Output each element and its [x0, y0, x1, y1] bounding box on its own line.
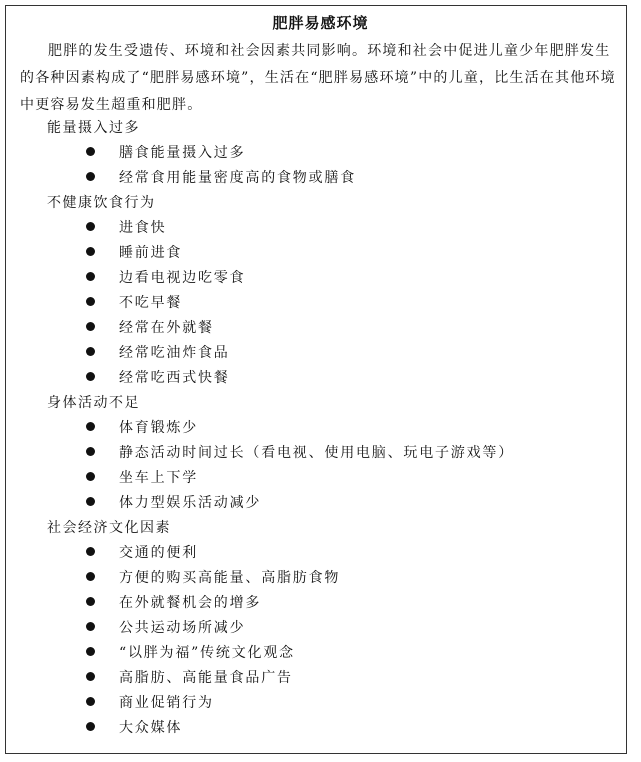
list-item: [0, 667, 641, 692]
list-item-text: 经常吃西式快餐: [119, 370, 230, 386]
list-item: [0, 317, 641, 342]
bullet-icon: [86, 447, 95, 456]
list-item: [0, 492, 641, 517]
list-item-text: 商业促销行为: [119, 695, 214, 711]
bullet-icon: [86, 172, 95, 181]
list-item: [0, 717, 641, 742]
intro-paragraph: 肥胖的发生受遗传、环境和社会因素共同影响。环境和社会中促进儿童少年肥胖发生的各种因素构成了“肥胖易感环境”，生活在“肥胖易感环境”中的儿童，比生活在其他环境中更容易发生超重和肥胖。: [20, 43, 616, 113]
list-item-text: 静态活动时间过长（看电视、使用电脑、玩电子游戏等）: [119, 445, 514, 461]
list-item-text: 经常吃油炸食品: [119, 345, 230, 361]
list-item: [0, 242, 641, 267]
bullet-icon: [86, 297, 95, 306]
list-item-text: 交通的便利: [119, 545, 198, 561]
list-item: [0, 467, 641, 492]
section-heading: 能量摄入过多: [47, 120, 140, 136]
list-item-text: 坐车上下学: [119, 470, 198, 486]
list-item-text: 大众媒体: [119, 720, 183, 736]
bullet-icon: [86, 497, 95, 506]
list-item: [0, 642, 641, 667]
bullet-icon: [86, 147, 95, 156]
bullet-icon: [86, 597, 95, 606]
list-item: [0, 267, 641, 292]
list-item: [0, 442, 641, 467]
bullet-icon: [86, 322, 95, 331]
bullet-icon: [86, 722, 95, 731]
list-item: [0, 292, 641, 317]
list-item: [0, 542, 641, 567]
list-item: [0, 692, 641, 717]
bullet-icon: [86, 672, 95, 681]
list-item-text: 在外就餐机会的增多: [119, 595, 262, 611]
list-item-text: 体育锻炼少: [119, 420, 198, 436]
list-item-text: 体力型娱乐活动减少: [119, 495, 262, 511]
list-item-text: “以胖为福”传统文化观念: [119, 645, 295, 661]
list-item-text: 进食快: [119, 220, 167, 236]
bullet-icon: [86, 572, 95, 581]
bullet-icon: [86, 547, 95, 556]
list-item: [0, 167, 641, 192]
list-item-text: 方便的购买高能量、高脂肪食物: [119, 570, 341, 586]
bullet-icon: [86, 472, 95, 481]
bullet-icon: [86, 222, 95, 231]
bullet-icon: [86, 347, 95, 356]
list-item: [0, 367, 641, 392]
list-item: [0, 142, 641, 167]
list-item: [0, 567, 641, 592]
section-heading: 身体活动不足: [47, 395, 140, 411]
bullet-icon: [86, 697, 95, 706]
list-item-text: 经常在外就餐: [119, 320, 214, 336]
bullet-icon: [86, 422, 95, 431]
list-item-text: 不吃早餐: [119, 295, 183, 311]
list-item-text: 膳食能量摄入过多: [119, 145, 246, 161]
list-item: [0, 342, 641, 367]
bullet-icon: [86, 272, 95, 281]
list-item-text: 睡前进食: [119, 245, 183, 261]
section-heading: 不健康饮食行为: [47, 195, 156, 211]
bullet-icon: [86, 622, 95, 631]
bullet-icon: [86, 647, 95, 656]
document-title: 肥胖易感环境: [272, 14, 369, 32]
list-item-text: 高脂肪、高能量食品广告: [119, 670, 293, 686]
list-item: [0, 217, 641, 242]
list-item-text: 边看电视边吃零食: [119, 270, 246, 286]
list-item: [0, 592, 641, 617]
bullet-icon: [86, 247, 95, 256]
list-item-text: 公共运动场所减少: [119, 620, 246, 636]
bullet-icon: [86, 372, 95, 381]
list-item: [0, 417, 641, 442]
section-heading: 社会经济文化因素: [47, 520, 171, 536]
list-item-text: 经常食用能量密度高的食物或膳食: [119, 170, 356, 186]
list-item: [0, 617, 641, 642]
